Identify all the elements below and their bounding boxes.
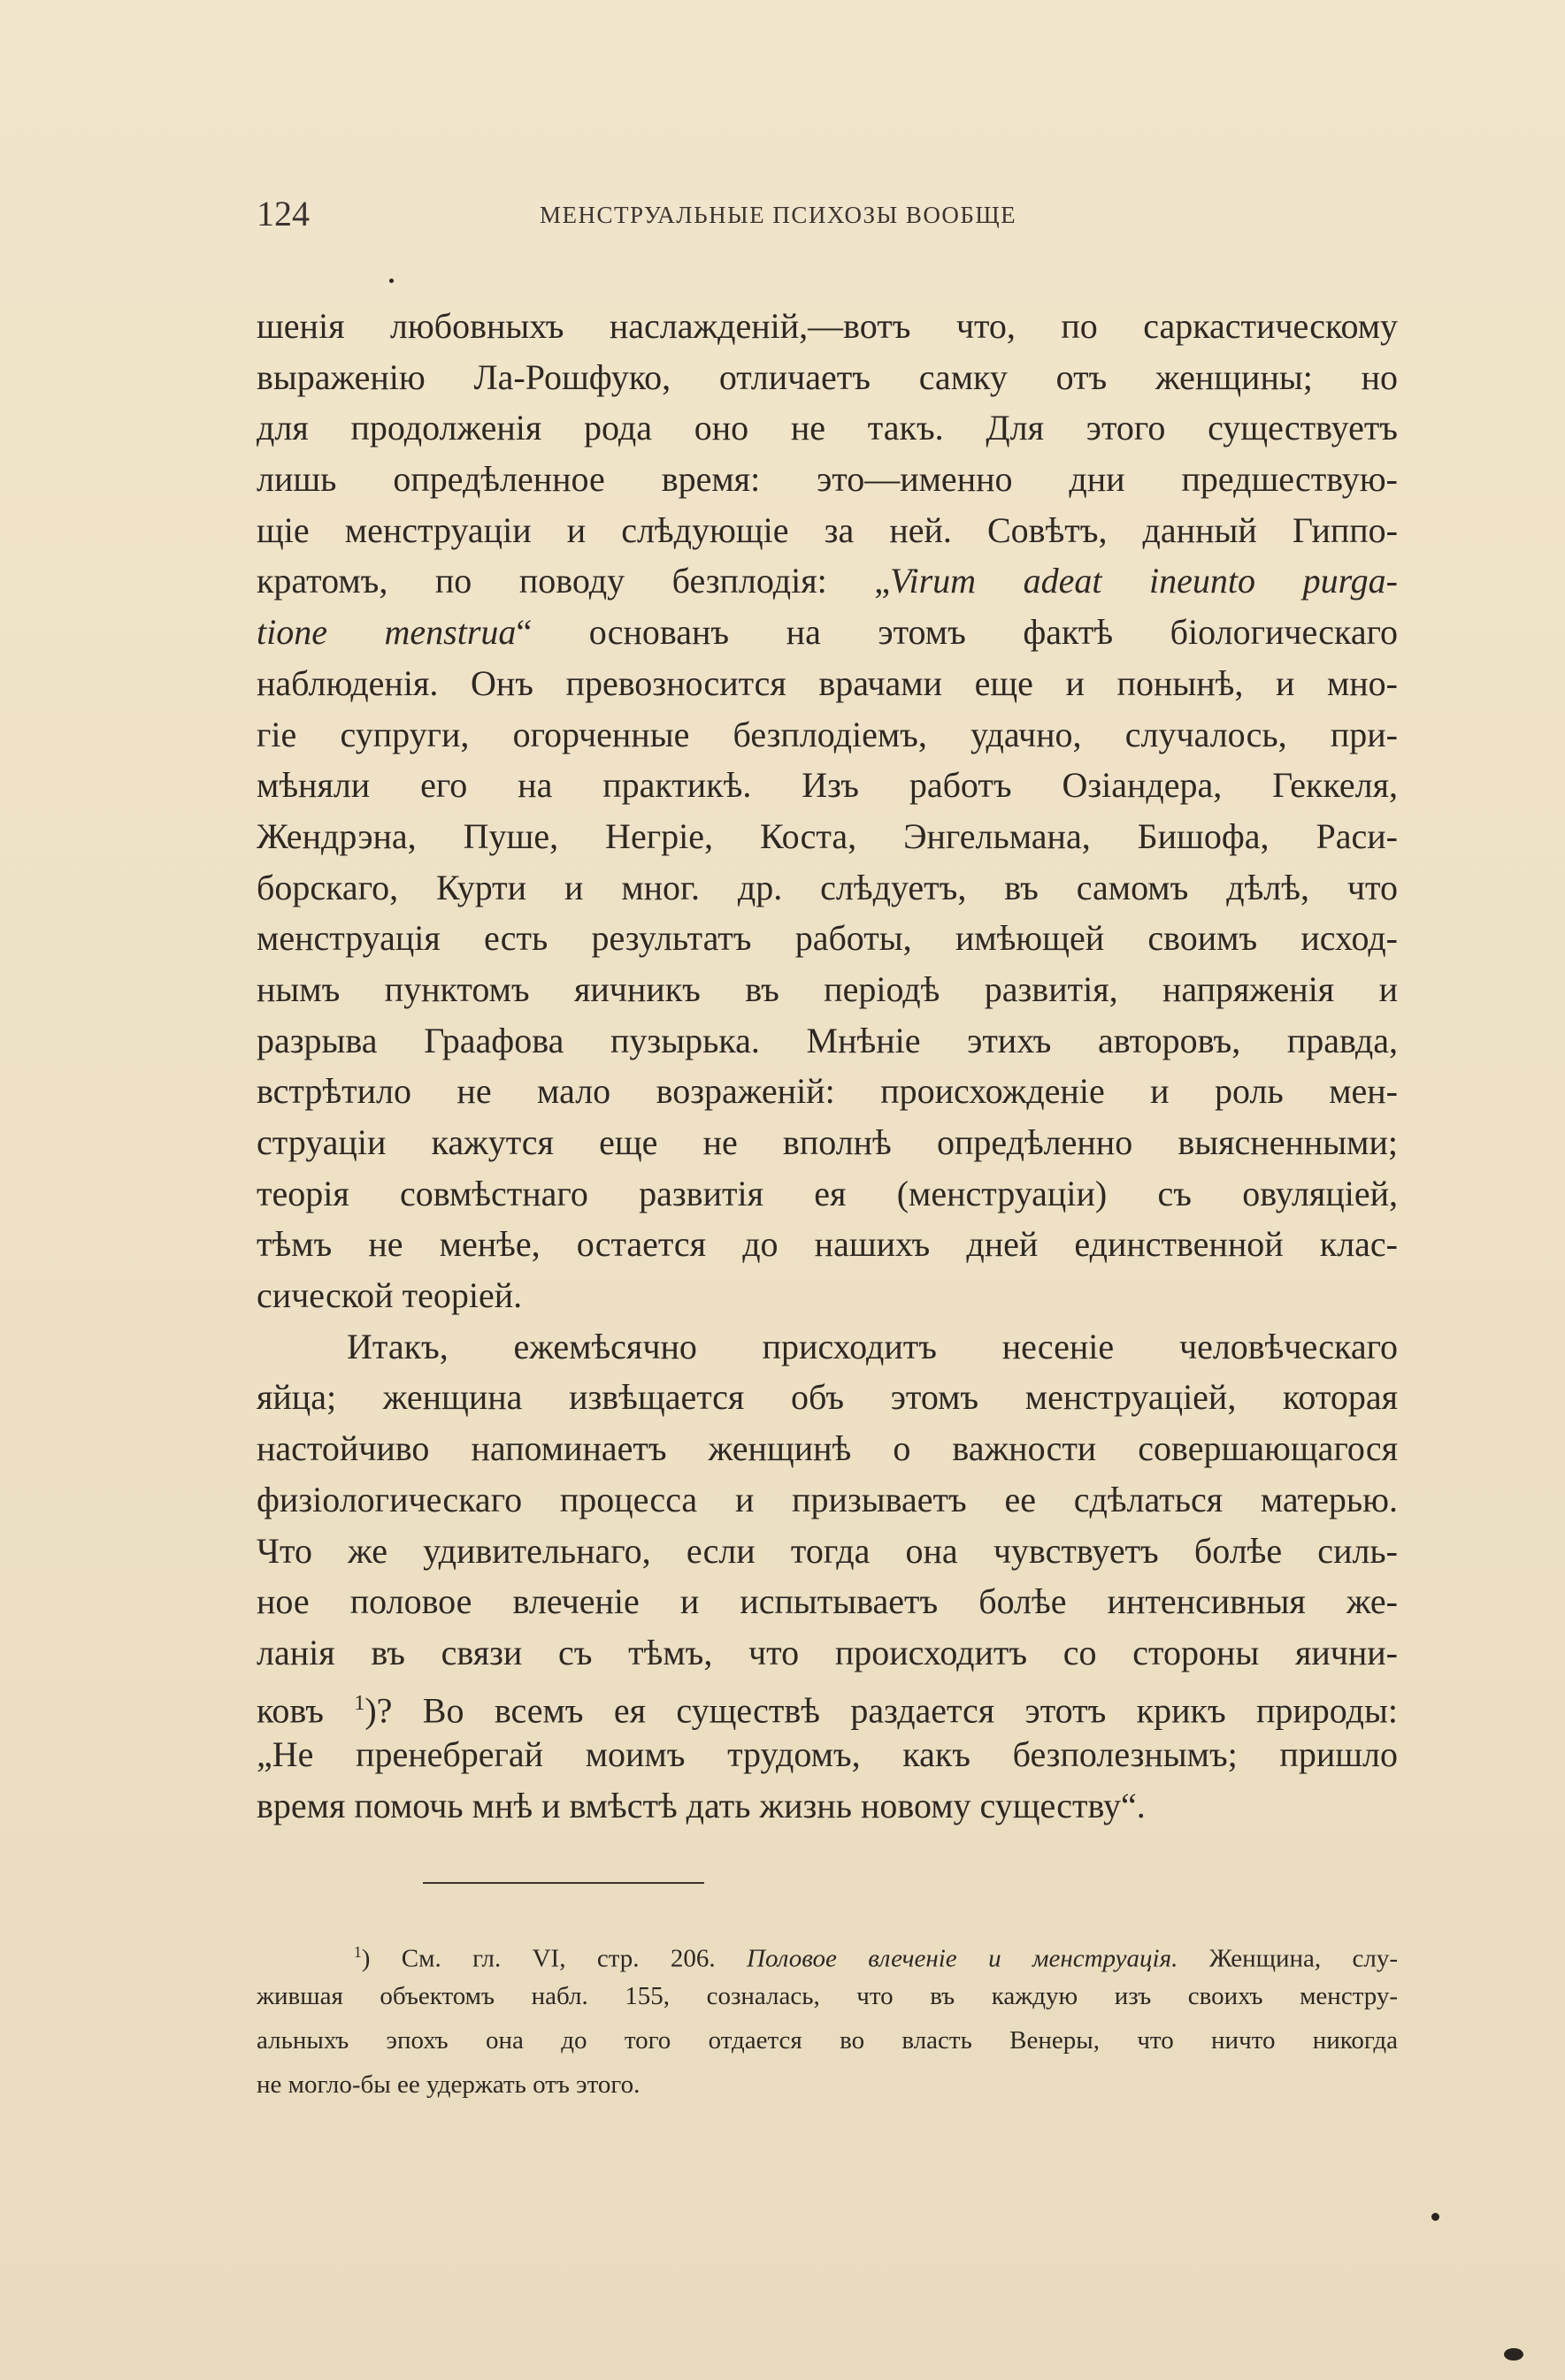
footnote-line: альныхъ эпохъ она до того отдается во власть Венеры, что ничто никогда [257,2026,1398,2055]
footnote-lead: ) См. гл. VI, стр. 206. [361,1944,748,1973]
body-text [257,301,1398,1832]
text-line: нымъ пунктомъ яичникъ въ періодѣ развитія, напряженія и [257,968,1398,1009]
text-line [257,607,1398,658]
print-speck [389,279,394,283]
footnote-line [257,1930,1398,1974]
text-line: ное половое влеченіе и испытываетъ болѣе интенсивныя же- [257,1581,1398,1622]
text-line: шенія любовныхъ наслажденій,—вотъ что, по саркастическому [257,306,1398,346]
text-line: наблюденія. Онъ превозносится врачами еще и понынѣ, и мно- [257,662,1398,703]
text-line: борскаго, Курти и мног. др. слѣдуетъ, въ самомъ дѣлѣ, что [257,867,1398,907]
text-line: для продолженія рода оно не такъ. Для этого существуетъ [257,408,1398,448]
text-fragment: кратомъ, по поводу безплодія: „ [257,561,891,601]
text-line: Жендрэна, Пуше, Негріе, Коста, Энгельмана, Бишофа, Раси- [257,815,1398,856]
latin-quote-end: tione menstrua [257,612,517,653]
text-line: яйца; женщина извѣщается объ этомъ менструаціей, которая [257,1377,1398,1418]
text-line: гіе супруги, огорченные безплодіемъ, удачно, случалось, при- [257,714,1398,754]
text-line: Что же удивительнаго, если тогда она чувствуетъ болѣе силь- [257,1530,1398,1571]
text-line: Итакъ, ежемѣсячно присходитъ несеніе человѣческаго [347,1326,1398,1366]
text-line [257,1679,1398,1730]
text-fragment: “ основанъ на этомъ фактѣ біологическаго [516,612,1398,653]
footnote-cited-title: Половое влеченіе и менструація. [747,1944,1178,1973]
text-line: мѣняли его на практикѣ. Изъ работъ Озіандера, Геккеля, [257,765,1398,806]
footnote-reference: 1 [354,1691,365,1715]
text-line: менструація есть результатъ работы, имѣющей своимъ исход- [257,918,1398,959]
text-line: время помочь мнѣ и вмѣстѣ дать жизнь новому существу“. [257,1785,1146,1825]
text-line: физіологическаго процесса и призываетъ ее сдѣлаться матерью. [257,1479,1398,1519]
text-fragment: )? Во всемъ ея существѣ раздается этотъ крикъ природы: [364,1689,1398,1730]
footnote-marker: 1 [354,1943,362,1961]
footnote [257,1930,1398,2107]
text-line: настойчиво напоминаетъ женщинѣ о важности совершающагося [257,1428,1398,1469]
text-line: тѣмъ не менѣе, остается до нашихъ дней единственной клас- [257,1224,1398,1265]
text-line: лишь опредѣленное время: это—именно дни предшествую- [257,459,1398,500]
latin-quote: Virum adeat ineunto purga- [890,561,1398,601]
text-line: струаціи кажутся еще не вполнѣ опредѣленно выясненными; [257,1122,1398,1162]
text-line: разрыва Граафова пузырька. Мнѣніе этихъ авторовъ, правда, [257,1020,1398,1060]
footnote-line: не могло-бы ее удержать отъ этого. [257,2070,641,2099]
text-line: щіе менструаціи и слѣдующіе за ней. Совѣтъ, данный Гиппо- [257,509,1398,550]
text-line: выраженію Ла-Рошфуко, отличаетъ самку отъ женщины; но [257,356,1398,397]
text-line: сической теоріей. [257,1275,523,1316]
running-head [257,193,1407,246]
page-number: 124 [257,194,310,233]
text-fragment: ковъ [257,1689,355,1730]
footnote-divider [423,1882,704,1884]
text-line: „Не пренебрегай моимъ трудомъ, какъ безполезнымъ; пришло [257,1734,1398,1775]
text-line: теорія совмѣстнаго развитія ея (менструаціи) съ овуляціей, [257,1173,1398,1213]
text-line [257,555,1398,607]
text-line: ланія въ связи съ тѣмъ, что происходитъ со стороны яични- [257,1632,1398,1672]
footnote-line: жившая объектомъ набл. 155, созналась, что въ каждую изъ своихъ менстру- [257,1982,1398,2010]
print-speck [1431,2213,1439,2221]
running-title: МЕНСТРУАЛЬНЫЕ ПСИХОЗЫ ВООБЩЕ [540,202,1017,228]
text-line: встрѣтило не мало возраженій: происхожденіе и роль мен- [257,1071,1398,1112]
print-speck [1504,2348,1523,2361]
footnote-text: Женщина, слу- [1178,1944,1398,1973]
